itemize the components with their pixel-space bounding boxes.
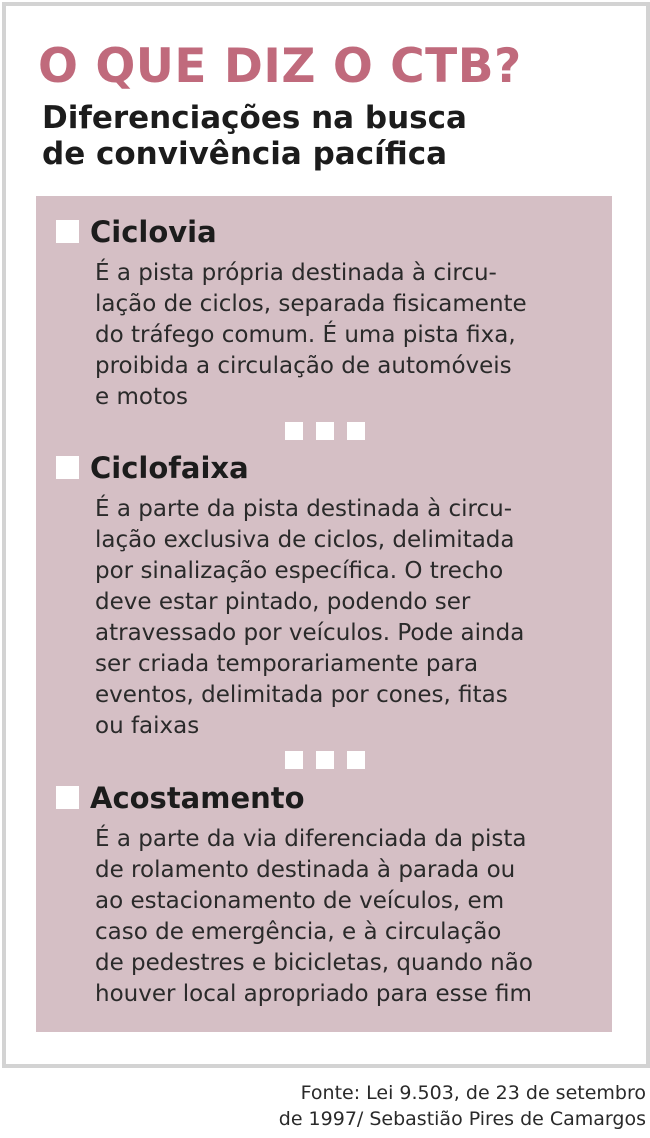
- definition-line: deve estar pintado, podendo ser: [95, 589, 471, 615]
- source-line-2: de 1997/ Sebastião Pires de Camargos: [278, 1108, 646, 1130]
- separator-dot-icon: [347, 422, 365, 440]
- headline: O QUE DIZ O CTB?: [38, 39, 522, 94]
- separator-dot-icon: [285, 751, 303, 769]
- square-bullet-icon: [56, 220, 79, 243]
- definition-line: É a parte da via diferenciada da pista: [95, 826, 527, 852]
- term-acostamento: Acostamento: [90, 781, 305, 815]
- definition-line: proibida a circulação de automóveis: [95, 353, 512, 379]
- separator-dot-icon: [316, 751, 334, 769]
- source-line-1: Fonte: Lei 9.503, de 23 de setembro: [300, 1082, 646, 1104]
- definition-line: eventos, delimitada por cones, fitas: [95, 682, 508, 708]
- separator-dot-icon: [316, 422, 334, 440]
- definition-line: por sinalização específica. O trecho: [95, 558, 504, 584]
- definition-line: e motos: [95, 384, 189, 410]
- square-bullet-icon: [56, 456, 79, 479]
- definition-line: lação exclusiva de ciclos, delimitada: [95, 527, 515, 553]
- definition-line: ao estacionamento de veículos, em: [95, 888, 505, 914]
- definition-line: do tráfego comum. É uma pista fixa,: [95, 322, 516, 348]
- definition-line: ser criada temporariamente para: [95, 651, 479, 677]
- definition-line: atravessado por veículos. Pode ainda: [95, 620, 525, 646]
- definition-line: houver local apropriado para esse fim: [95, 981, 532, 1007]
- definition-line: ou faixas: [95, 713, 200, 739]
- square-bullet-icon: [56, 786, 79, 809]
- source-credit: [279, 1080, 646, 1132]
- subheading-line-1: Diferenciações na busca: [42, 100, 467, 136]
- definition-line: É a pista própria destinada à circu-: [95, 260, 497, 286]
- term-ciclofaixa: Ciclofaixa: [90, 451, 249, 485]
- subheading: [42, 100, 467, 172]
- separator-dot-icon: [347, 751, 365, 769]
- definition-line: É a parte da pista destinada à circu-: [95, 496, 513, 522]
- definition-acostamento: [95, 824, 533, 1010]
- term-ciclovia: Ciclovia: [90, 215, 217, 249]
- definition-line: caso de emergência, e à circulação: [95, 919, 502, 945]
- definition-ciclovia: [95, 258, 527, 413]
- subheading-line-2: de convivência pacífica: [42, 136, 447, 172]
- definition-ciclofaixa: [95, 494, 524, 742]
- separator-dot-icon: [285, 422, 303, 440]
- definition-line: de rolamento destinada à parada ou: [95, 857, 516, 883]
- definition-line: lação de ciclos, separada fisicamente: [95, 291, 527, 317]
- definition-line: de pedestres e bicicletas, quando não: [95, 950, 533, 976]
- definitions-panel: [36, 196, 612, 1032]
